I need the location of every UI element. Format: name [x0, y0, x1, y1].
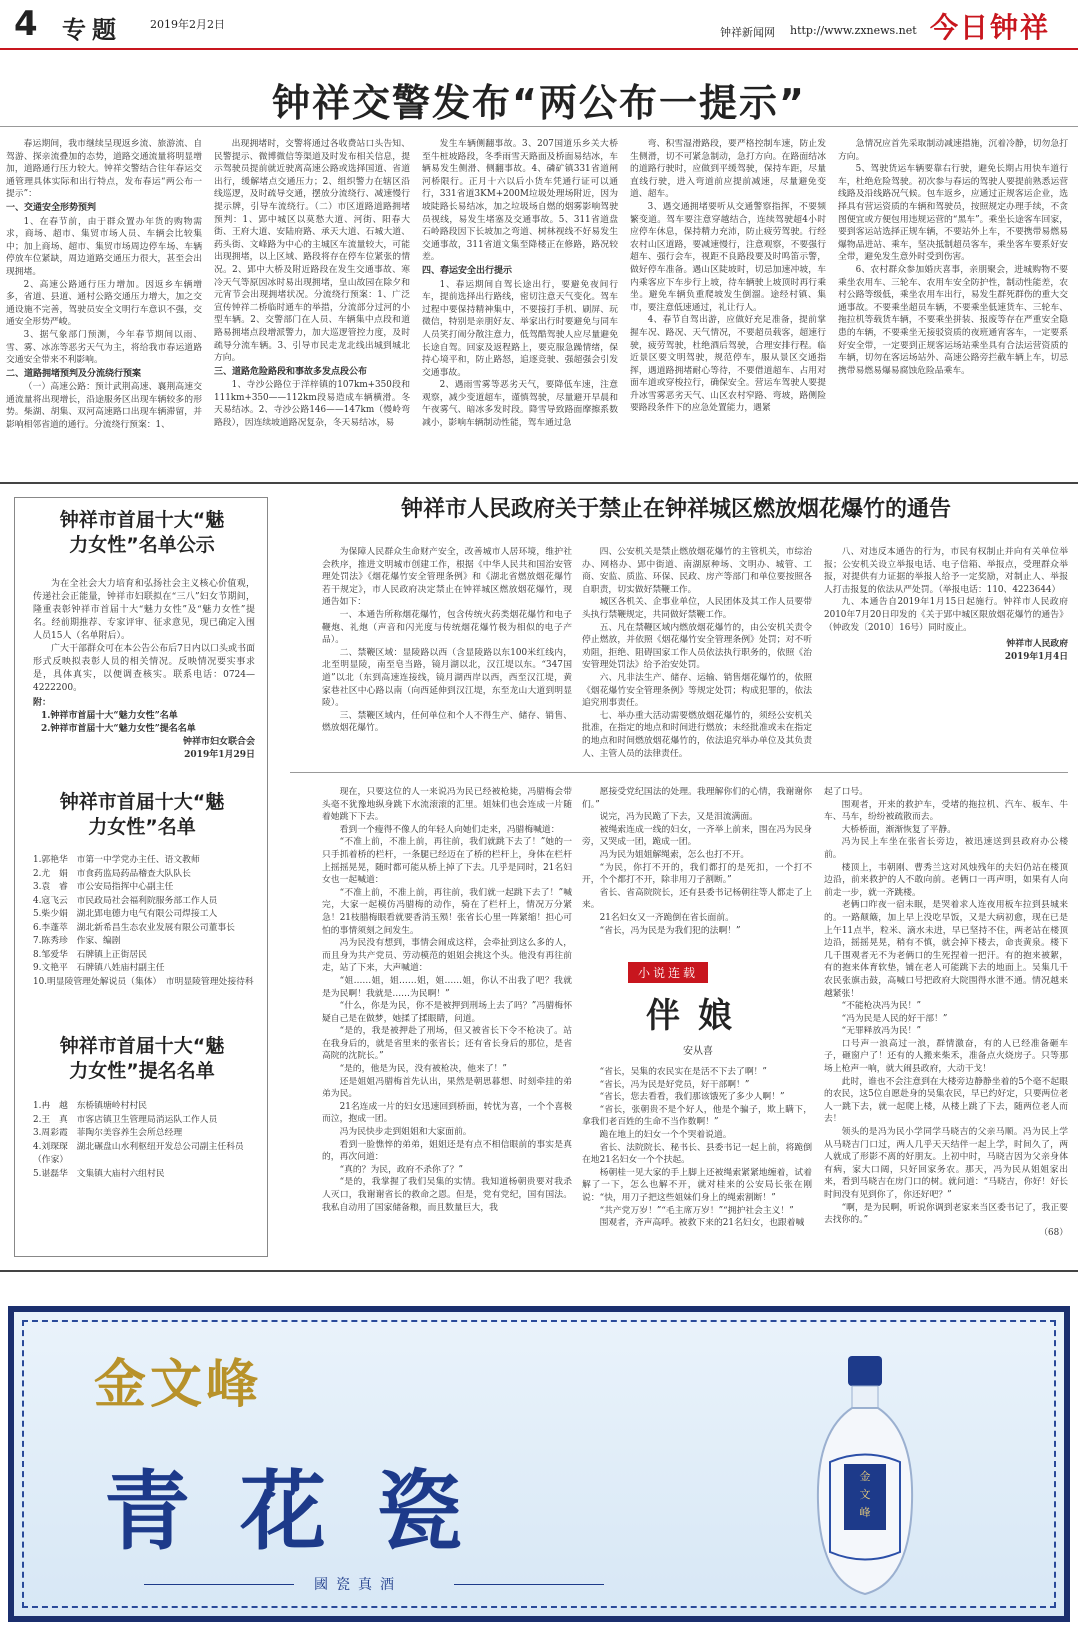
- paragraph: 广大干部群众可在本公告公布后7日内以口头或书面形式反映拟表彰人员的相关情况。反映情况要实事求是，具体真实，以便调查核实。联系电话：0724—4222200。: [33, 644, 255, 693]
- paragraph: 跪在地上的妇女一个个哭着说道。: [599, 1129, 732, 1140]
- divider: [454, 1584, 604, 1585]
- article-column-1: [6, 138, 202, 478]
- paragraph: 发生车辆侧翻事故。3、207国道乐乡关大桥至牛桩坡路段，冬季雨雪天路面及桥面易结冰，车辆易发生侧滑、侧翻事故。4、磷矿镇331省道闸河桥限行。正月十六以后小货车凭通行证可以通行，331省道3KM+200M垃圾处理场附近，因为坡陡路长易结冰，加之垃圾场自燃的烟雾影响驾驶员视线，易发生堵塞及交通事故。5、311省道盘石岭路段因下长坡加之弯道、树林视线不好易发生交通事故，311省道文集至降楼正在修路，路况较差。: [422, 139, 618, 263]
- paragraph: 大桥桥面，渐渐恢复了平静。: [841, 824, 956, 835]
- story-column-3: [824, 786, 1068, 1258]
- paragraph: “真的？为民，政府不杀你了？”: [339, 1164, 463, 1175]
- list-item: 5.柴少娟 湖北郢电德力电气有限公司焊接工人: [33, 909, 218, 919]
- subheading: 四、春运安全出行提示: [422, 265, 513, 276]
- paragraph: 九、本通告自2019年1月15日起施行。钟祥市人民政府2010年7月20日印发的《关于郢中城区限放烟花爆竹的通告》（钟政发〔2010〕16号）同时废止。: [824, 597, 1068, 633]
- paragraph: 起了口号。: [824, 787, 868, 797]
- page-number: 4: [14, 4, 38, 44]
- paragraph: “不能枪决冯为民！”: [841, 1001, 921, 1012]
- paragraph: “省长，冯为民是为我们犯的法啊！”: [599, 925, 741, 936]
- paragraph: 看到一脸憔悴的弟弟，姐姐还是有点不相信眼前的事实是真的，再次问道：: [322, 1139, 572, 1163]
- notice-column-3: [824, 546, 1068, 746]
- subheading: 二、道路拥堵预判及分流绕行预案: [6, 368, 142, 379]
- divider: [0, 482, 1078, 484]
- list-item: 5.谌磊华 文集镇大庙村六组村民: [33, 1168, 165, 1179]
- appendix-item: 2.钟祥市首届十大“魅力女性”提名名单: [41, 724, 196, 734]
- paragraph: 一、本通告所称烟花爆竹，包含传统火药类烟花爆竹和电子鞭炮、礼炮（声音和闪光度与传统烟花爆竹极为相似的电子产品）。: [322, 609, 572, 646]
- paragraph: 1、寺沙公路位于洋梓镇的107km+350段和111km+350——112km段易造成车辆横滑。冬天易结冰。2、寺沙公路146——147km（慢岭弯路段），因连续坡道路况复杂，冬天易结冰，易: [214, 380, 410, 429]
- page-header: [0, 0, 1078, 50]
- charm-women-sidebar: [14, 497, 268, 1257]
- subheading: 三、道路危险路段和事故多发点段公布: [214, 366, 368, 377]
- divider: [0, 126, 1078, 127]
- article-headline: 钟祥交警发布“两公布一提示”: [272, 81, 806, 125]
- issue-date: 2019年2月2日: [150, 18, 225, 31]
- paragraph: （一）高速公路：预计武荆高速、襄荆高速交通流量将出现增长，沿途服务区出现车辆较多的形势。柴湖、胡集、双河高速路口出现车辆滞留，并影响相邻省道的通行。分流绕行预案：1、: [6, 382, 202, 431]
- paragraph: 省长、法院院长、秘书长、县委书记一起上前，将跪倒在地21名妇女一个个扶起。: [582, 1142, 812, 1166]
- notice-signer: 钟祥市人民政府: [1006, 639, 1068, 650]
- list-item: 3.袁 睿 市公安局指挥中心副主任: [33, 882, 174, 892]
- paragraph: “为民，你打不开的，我们都打的是死扣，一个打不开，个个都打不开，除非用刀子割断。”: [582, 862, 812, 886]
- bottle-label: 金文峰: [859, 1470, 871, 1519]
- serial-tag: 小说连载: [628, 962, 708, 983]
- list-item: 1.冉 越 东桥镇塘岭村村民: [33, 1101, 147, 1111]
- divider: [0, 1270, 1078, 1272]
- ad-slogan: 國瓷真酒: [314, 1577, 402, 1593]
- serial-title: 伴娘: [646, 996, 750, 1036]
- paragraph: 5、驾驶货运车辆要靠右行驶，避免长期占用快车道行车，杜绝危险驾驶。初次参与春运的驾驶人要提前熟悉运营线路及沿线路况气候。包车返乡，应通过正规客运企业，选择具有营运资质的车辆和驾驶员，按照规定办理手续，不贪图便宜或方便包用违规运营的“黑车”。乘坐长途客车回家，要到客运站选择正规车辆，不要站外上车，不要携带易燃易爆物品进站、乘车，坚决抵制超员客车，乘坐客车要系好安全带，避免发生意外时受到伤害。: [838, 164, 1068, 263]
- list-item: 7.陈秀珍 作家、编剧: [33, 936, 121, 946]
- paragraph: 冯为民上车坐在张省长旁边，被迅速送到县政府办公楼前。: [824, 837, 1068, 860]
- serial-novel-masthead: [598, 960, 798, 1060]
- list-item: 2.王 真 市客店镇卫生管理局消运队工作人员: [33, 1114, 218, 1125]
- story-column-2b: [582, 1066, 812, 1258]
- paragraph: 6、农村群众参加婚庆喜事，亲朋聚会，进城购物不要乘坐农用车、三轮车、农用车安全防护性，制动性能差，农村公路等级低，乘坐农用车出行，易发生群死群伤的重大交通事故。不要乘坐超员车辆，不要乘坐低速货车、三轮车、拖拉机等载货车辆，不要乘坐拼装、报废等存在严重安全隐患的车辆，不要乘坐无接驳资质的夜班通宵客车，一定要系好安全带，一定要到正规客运场站乘坐具有合法运营资质的车辆，切勿在客运场站外、高速公路旁拦截车辆上车，切忌携带易燃易爆易腐蚀危险品乘车。: [838, 264, 1068, 376]
- nominees-list: [33, 1100, 255, 1181]
- paragraph: “啊，是为民啊，听说你调到老家来当区委书记了，我正要去找你的。”: [824, 1202, 1068, 1226]
- paragraph: 21名连成一片的妇女迅速回到桥面，转忧为喜，一个个喜极而泣，抱成一团。: [322, 1101, 572, 1125]
- paragraph: “不准上前，不准上前，再往前，我们就一起跳下去了！”喊完，大家一起模仿冯腊梅的动作，骑在了栏杆上，情况万分紧急！21枝腊梅眼看就要香消玉殒！张省长心里一阵紧缩！担心可怕的事情须刻之间发生。: [322, 887, 572, 936]
- paragraph: 冯为民没有想到，事情会闹成这样，会牵扯到这么多的人，而且身为共产党员、劳动模范的姐姐会挑这个头。他没有再往前走，站了下来，大声喊道：: [322, 938, 572, 974]
- paragraph: 弯、积雪湿滑路段，要严格控制车速，防止发生侧滑，切不可紧急制动，急打方向。在路面结冰的道路行驶时，应做到平缓驾驶，保持车距，尽量直线行驶，进入弯道前应提前减速，尽量避免变道、超车。: [630, 139, 826, 200]
- paragraph: 杨朝桂一见大家的手上脚上还被绳索紧紧地缠着，试着解了一下，怎么也解不开，就对桂来的公安局长张在刚说：“快，用刀子把这些姐妹们身上的绳索割断！”: [582, 1167, 812, 1203]
- paragraph: “冯为民是人民的好干部！”: [841, 1013, 948, 1024]
- paragraph: 3、遇交通拥堵要听从交通警察指挥，不要频繁变道。驾车要注意穿越结合，连续驾驶超4小时应停车休息，保持精力充沛，防止疲劳驾驶。行经农村山区道路，要减速慢行，注意观察，不要强行超车、强行会车，视距不良路段要及时鸣笛示警，做好停车准备。遇山区陡坡时，切忌加速冲坡，车内乘客应下车步行上坡，待车辆驶上坡顶时再行乘坐。避免车辆负重爬坡发生倒溜。途经村镇、集市，要注意低速通过，礼让行人。: [630, 201, 826, 313]
- paragraph: 楼顶上，韦朝刚、曹秀兰这对风烛残年的夫妇仍站在楼顶边沿，前来救护的人不敢向前。老俩口一再声明，如果有人向前走一步，就一齐跳楼。: [824, 862, 1068, 898]
- paragraph: 冯为民为姐姐解绳索，怎么也打不开。: [599, 849, 750, 860]
- article-column-3: [422, 138, 618, 478]
- appendix-label: 附：: [33, 698, 52, 708]
- paragraph: 五、凡在禁鞭区域内燃放烟花爆竹的，由公安机关责令停止燃放，并依照《烟花爆竹安全管理条例》处罚；对不听劝阻，拒绝、阻碍国家工作人员依法执行职务的，依照《治安管理处罚法》给予治安处罚。: [582, 622, 812, 671]
- paragraph: 4、春节自驾出游，应做好充足准备，提前掌握车况、路况、天气情况，不要超员载客，超速行驶，疲劳驾驶，杜绝酒后驾驶，合理安排行程。临近景区要文明驾驶，规范停车，服从景区交通指挥，遇道路拥堵耐心等待，不要借道超车、占用对面车道或穿梭拉行，确保安全。营运车驾驶人要提升冰雪雾恶劣天气、山区农村窄路、弯坡，路侧险要路段条件下的应急处置能力，遇紧: [630, 315, 826, 414]
- paragraph: 春运期间，我市继续呈现返乡流、旅游流、自驾游、探亲流叠加的态势，道路交通流量将明显增加，道路通行压力较大。钟祥交警结合往年春运交通管理具体实际和出行特点，发布春运“两公布一提示”：: [6, 139, 202, 200]
- paragraph: 还是姐姐冯腊梅首先认出，果然是朝思暮想、时刻牵挂的弟弟为民。: [322, 1076, 572, 1100]
- list-item: 9.文艳平 石牌镇八姓庙村副主任: [33, 963, 165, 973]
- section-title: 专题: [62, 16, 122, 44]
- paragraph: 出现拥堵时，交警将通过各收费站口头告知、民警提示、微博微信等渠道及时发布相关信息，提示驾驶员提前就近驶离高速公路或选择国道、省道出行，缓解堵点交通压力；2、组织警力在辖区沿线巡逻，及时疏导交通，摆放分流绕行、减速慢行提示牌，引导车流绕行。（二）市区道路道路拥堵预判：1、郢中城区以莫愁大道、河街、阳春大街、王府大道、安陆府路、承天大道、石城大道、药头街、文峰路为中心的主城区车流量较大，可能出现拥堵，以上区域、路段将存在停车位紧张的情况。2、郢中大桥及附近路段在发生交通事故、寒冷天气等原因冰时易出现拥堵，皇山故园在除夕和元宵节会出现拥堵状况。分流绕行预案：1、广泛宣传钟祥二桥临时通车的举措，分流部分过河的小型车辆。2、交警部门在人员、车辆集中点段和道路易拥堵点段增派警力，加大巡逻管控力度，及时疏导分流车辆。3、引导市民走龙北线出城到城北方向。: [214, 139, 410, 364]
- list-item: 3.周彩霞 菲陶尔美容养生会所总经理: [33, 1128, 183, 1138]
- liquor-advertisement: [8, 1306, 1070, 1622]
- paragraph: 冯为民快步走到姐姐和大家面前。: [339, 1127, 472, 1138]
- ad-product-name: 青花瓷: [104, 1461, 512, 1562]
- paragraph: “姐……姐，姐……姐，姐……姐，你认不出我了吧？我就是为民啊！我就是……为民啊！”: [322, 975, 572, 999]
- paragraph: 3、据气象部门预测，今年春节期间以雨、雪、雾、冰冻等恶劣天气为主，将给我市春运道路交通安全带来不利影响。: [6, 329, 202, 366]
- article-column-2: [214, 138, 410, 478]
- article-column-5: [838, 138, 1068, 478]
- notice-column-1: [322, 546, 572, 746]
- divider: [144, 1584, 294, 1585]
- paragraph: 老俩口昨夜一宿未眠，是哭着求人连夜用板车拉到县城来的。一路颠簸，加上早上没吃早饭，又是大病初愈，现在已是上午11点半，粒米、滴水未进，早已坚持不住，两老站在楼顶边沿，摇摇晃晃，稍有不慎，就会掉下楼去，命丧黄泉。楼下几千围观者无不为老俩口的生死捏着一把汗。有的抱来被絮，有的抱来体育软垫，铺在老人可能跳下去的地面上。吴集几千农民张旗击鼓，高喊口号把政府大院围得水泄不通。情况越来越紧张！: [824, 900, 1068, 999]
- paragraph: “是的，我是被押赴了刑场，但又被省长下令不枪决了。站在我身后的，就是省里来的张省长；还有省长身后的那位，是省高院的沈院长。”: [322, 1026, 572, 1062]
- paragraph: 21名妇女又一齐跪倒在省长面前。: [599, 912, 734, 923]
- article-column-4: [630, 138, 826, 478]
- paragraph: 看到一个瘦得不像人的年轻人向她们走来，冯腊梅喊道：: [339, 824, 560, 835]
- paragraph: 三、禁鞭区域内，任何单位和个人不得生产、储存、销售、燃放烟花爆竹。: [322, 710, 572, 734]
- list-item: 4.寇飞云 市民政局社会福利院服务部工作人员: [33, 895, 218, 906]
- sidebar-title-list: 钟祥市首届十大“魅力女性”名单: [59, 791, 225, 838]
- paragraph: 二、禁鞭区域：显陵路以西（含显陵路以东100米红线内，北至明显陵，南至皂当路，镜月湖以北，汉江堤以东。“347国道”以北（东到高速连接线，镜月湖西岸以西，西至汉江堤，黄家巷社区中心路以南（向西延伸到汉江堤，东至龙山大道到明显陵）。: [322, 647, 572, 709]
- paragraph: 被绳索连成一线的妇女，一齐举上前来，围在冯为民身旁，又哭成一团，跪成一团。: [582, 824, 812, 848]
- paragraph: 七、举办重大活动需要燃放烟花爆竹的，须经公安机关批准，在指定的地点和时间进行燃放；未经批准或未在指定的地点和时间燃放烟花爆竹的，依法追究举办单位及其负责人、主管人员的法律责任。: [582, 710, 812, 759]
- story-column-1: [322, 786, 572, 1258]
- paragraph: 围观者，齐声高呼。被救下来的21名妇女，也跟着喊: [599, 1218, 805, 1229]
- divider: [290, 772, 1068, 773]
- list-item: 6.李蓬萃 湖北新希昌生态农业发展有限公司董事长: [33, 922, 235, 933]
- ad-brand-name: 金文峰: [94, 1354, 263, 1415]
- paragraph: 愿接受党纪国法的处理。我理解你们的心情，我谢谢你们。”: [582, 787, 812, 810]
- paragraph: 为保障人民群众生命财产安全，改善城市人居环境，维护社会秩序，推进文明城市创建工作，根据《中华人民共和国治安管理处罚法》《烟花爆竹安全管理条例》和《湖北省燃放烟花爆竹若干规定》，市人民政府决定禁止在钟祥城区燃放烟花爆竹，现通告如下：: [322, 547, 572, 608]
- subheading: 一、交通安全形势预判: [6, 202, 97, 213]
- story-column-2a: [582, 786, 812, 954]
- site-name: 钟祥新闻网: [720, 26, 775, 39]
- paragraph: “无罪释放冯为民！”: [841, 1026, 921, 1037]
- paragraph: 此时，谁也不会注意到在大楼旁边静静坐着的5个毫不起眼的农民，这5位自愿赴身的吴集农民，早已约好定，只要两位老人一跳下去，就一起爬上楼，从楼上跳了下去，随两位老人而去！: [824, 1076, 1068, 1125]
- list-item: 1.郭艳华 市第一中学党办主任、语文教师: [33, 855, 200, 865]
- notice-column-2: [582, 546, 812, 759]
- notice-sign-date: 2019年1月4日: [1004, 651, 1068, 662]
- newspaper-logo: 今日钟祥: [930, 11, 1051, 44]
- list-item: 10.明显陵管理处解说员（集体） 市明显陵管理处接待科: [33, 976, 254, 987]
- list-item: 2.尤 娟 市食药监局药品稽查大队队长: [33, 868, 191, 879]
- serial-author: 安从喜: [683, 1046, 713, 1057]
- paragraph: 现在，只要这位的人一来说冯为民已经被枪毙，冯腊梅会带头毫不犹豫地纵身跳下水流滚滚的汇里。姐妹们也会连成一片随着她跳下下去。: [322, 787, 572, 823]
- list-item: 4.刘琛琛 湖北碾盘山水利枢纽开发总公司副主任科员（作家）: [33, 1141, 244, 1165]
- paragraph: 2、高速公路通行压力增加。因返乡车辆增多，省道、县道、通村公路交通压力增大，加之交通设施不完善，驾驶员安全文明行车意识不强，交通安全形势严峻。: [6, 279, 202, 328]
- paragraph: “共产党万岁！”“毛主席万岁！”“拥护社会主义！”: [599, 1205, 794, 1216]
- paragraph: “省长，您去看看，我们那该饿死了多少人啊！”: [599, 1092, 785, 1103]
- paragraph: 1、在春节前，由于群众置办年货的购物需求，商场、超市、集贸市场人员、车辆会比较集中；加上商场、超市、集贸市场周边停车场、车辆停放车位紧缺，周边道路交通压力很大，甚至会出现拥堵。: [6, 216, 202, 277]
- notice-title: 钟祥市人民政府关于禁止在钟祥城区燃放烟花爆竹的通告: [400, 497, 951, 522]
- paragraph: 四、公安机关是禁止燃放烟花爆竹的主管机关，市综治办、网格办、郢中街道、南湖原种场、文明办、城管、工商、安监、质监、环保、民政、房产等部门和单位要按照各自职责，切实做好禁鞭工作。: [582, 547, 812, 595]
- site-url[interactable]: http://www.zxnews.net: [790, 24, 917, 37]
- paragraph: 领头的是冯为民小学同学马晓吉的父亲马顺。冯为民上学从马晓吉门口过，两人几乎天天结伴一起上学，时间久了，两人就成了形影不离的好朋友。上初中时，马晓吉因为父亲身体有病，家大口阔，只好回家务农。那天，冯为民从姐姐家出来，看到马晓吉在房门口的树。就问道：“马晓吉，你好！好长时间没有见到你了，你还好吧？”: [824, 1127, 1068, 1200]
- sidebar-title-nominees: 钟祥市首届十大“魅力女性”提名名单: [59, 1035, 225, 1082]
- paragraph: “省长，张朝贵不是个好人，他是个骗子，欺上瞒下，拿我们老百姓的生命不当作数啊！”: [582, 1104, 812, 1128]
- paragraph: 省长、省高院院长，还有县委书记杨朝往等人都走了上来。: [582, 887, 812, 911]
- paragraph: 六、凡非法生产、储存、运输、销售烟花爆竹的，依照《烟花爆竹安全管理条例》等规定处罚；构成犯罪的，依法追究刑事责任。: [582, 672, 812, 709]
- paragraph: 八、对违反本通告的行为，市民有权制止并向有关单位举报；公安机关设立举报电话、电子信箱、举报点，受理群众举报，对提供有力证据的举报人给予一定奖励，对制止人、举报人打击报复的依法从严处罚。（举报电话：110、4223644）: [824, 547, 1068, 595]
- sidebar-signer: 钟祥市妇女联合会: [182, 737, 255, 747]
- paragraph: “省长，吴集的农民实在是活不下去了啊！”: [599, 1067, 767, 1077]
- paragraph: “什么，你是为民，你不是被押到刑场上去了吗？”冯腊梅怀疑自己是在做梦，她揉了揉眼睛，问道。: [322, 1001, 572, 1024]
- paragraph: “是的，他是为民，没有被枪决，他来了！”: [339, 1064, 507, 1075]
- paragraph: “是的，我掌握了我们吴集的实情。我知道杨朝贵要对我杀人灭口，我谢谢省长的救命之恩。但是，党有党纪，国有国法。我私自动用了国家储备粮，而且数量巨大，我: [322, 1177, 572, 1213]
- list-item: 8.邹爱华 石牌镇上正街居民: [33, 949, 147, 960]
- liquor-bottle-icon: [810, 1352, 920, 1602]
- sidebar-title-announcement: 钟祥市首届十大“魅力女性”名单公示: [59, 509, 225, 556]
- paragraph: 围观者，开来的救护车，受堵的拖拉机、汽车、板车、牛车、马车，纷纷被疏散而去。: [824, 799, 1068, 823]
- paragraph: “省长，冯为民是好党员，好干部啊！”: [599, 1079, 750, 1090]
- sidebar-sign-date: 2019年1月29日: [184, 750, 255, 760]
- sidebar-announcement: [33, 578, 255, 762]
- paragraph: 为在全社会大力培育和弘扬社会主义核心价值观，传递社会正能量，钟祥市妇联拟在“三八”妇女节期间，隆重表彰钟祥市首届十大“魅力女性”及“魅力女性”提名。经前期推荐、专家评审、征求意见，现已确定入围人员15人（名单附后）。: [33, 579, 255, 641]
- paragraph: 2、遇雨雪雾等恶劣天气，要降低车速，注意观察，减少变道超车，谨慎驾驶，尽量避开早晨和午夜雾气、暗冰多发时段。降雪导致路面摩擦系数减小，影响车辆制动性能，驾车通过急: [422, 380, 618, 429]
- paragraph: 急情况应首先采取制动减速措施，沉着冷静，切勿急打方向。: [838, 139, 1068, 162]
- winners-list: [33, 854, 255, 989]
- paragraph: 说完，冯为民跪了下去，又是泪流满面。: [599, 812, 758, 823]
- serial-episode-number: （68）: [1039, 1227, 1068, 1238]
- appendix-item: 1.钟祥市首届十大“魅力女性”名单: [41, 711, 178, 721]
- paragraph: 1、春运期间自驾长途出行，要避免夜间行车，提前选择出行路线，密切注意天气变化。驾车过程中要保持精神集中，不要接打手机、刷屏、玩微信，特别是亲朋好友、举家出行时要避免与同车人员笑打闹分散注意力，低驾酷驾驶人应尽量避免长途自驾。回家及返程路上，要克服急躁情绪，保持心境平和，防止路怒，追逐竞驶、强超强会引发交通事故。: [422, 279, 618, 378]
- paragraph: 城区各机关、企事业单位，人民团体及其工作人员要带头执行禁鞭规定，共同做好禁鞭工作。: [582, 597, 812, 620]
- paragraph: 口号声一浪高过一浪，群情激奋，有的人已经准备砸车子，砸窗户了！还有的人搬来柴禾，准备点火烧房子。只等那场上枪声一响，就大闹县政府，大动干戈！: [824, 1038, 1068, 1075]
- paragraph: “不准上前，不准上前，再往前，我们就跳下去了！”她的一只手抓着桥的栏杆，一条腿已经迈在了桥的栏杆上，身体在栏杆上摇摇晃晃，随时都可能从桥上掉了下去。几乎是同时，21名妇女也一起喊道：: [322, 837, 572, 886]
